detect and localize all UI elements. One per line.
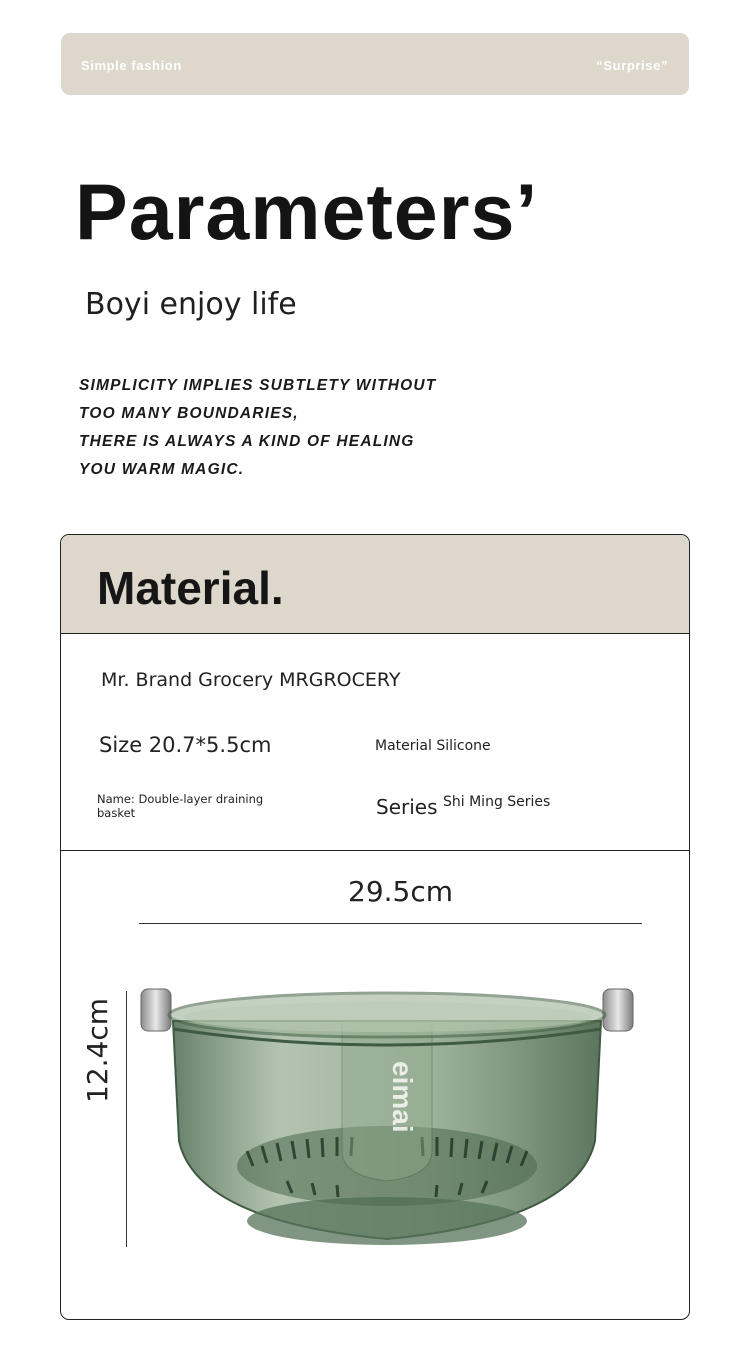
height-dimension-line bbox=[126, 991, 127, 1247]
card-heading: Material. bbox=[97, 562, 284, 614]
series-label: Series bbox=[376, 795, 438, 819]
banner-right-text: “Surprise” bbox=[596, 58, 668, 73]
colander-bowl-image bbox=[137, 981, 637, 1261]
quote-line: THERE IS ALWAYS A KIND OF HEALING bbox=[79, 433, 415, 450]
right-handle-knob bbox=[603, 989, 633, 1031]
width-dimension-label: 29.5cm bbox=[348, 875, 454, 908]
material-card bbox=[60, 534, 690, 1320]
width-dimension-line bbox=[139, 923, 642, 924]
banner-left-text: Simple fashion bbox=[81, 58, 182, 73]
card-header bbox=[61, 535, 689, 634]
spec-section bbox=[61, 634, 689, 851]
size-text: Size 20.7*5.5cm bbox=[99, 733, 272, 757]
product-figure bbox=[61, 851, 689, 1319]
quote-line: SIMPLICITY IMPLIES SUBTLETY WITHOUT bbox=[79, 377, 437, 394]
page-title: Parameters’ bbox=[75, 167, 539, 256]
bowl-logo-text: eimai bbox=[387, 1061, 418, 1133]
top-banner bbox=[61, 33, 689, 95]
quote-block bbox=[79, 372, 436, 484]
left-handle-knob bbox=[141, 989, 171, 1031]
material-text: Material Silicone bbox=[375, 738, 491, 754]
bowl-rim-inner bbox=[183, 1002, 591, 1032]
height-dimension-label: 12.4cm bbox=[81, 997, 114, 1103]
brand-text: Mr. Brand Grocery MRGROCERY bbox=[101, 669, 401, 691]
product-name-text: Name: Double-layer draining basket bbox=[97, 792, 264, 820]
series-value: Shi Ming Series bbox=[443, 794, 551, 810]
quote-line: YOU WARM MAGIC. bbox=[79, 461, 245, 478]
quote-line: TOO MANY BOUNDARIES, bbox=[79, 405, 299, 422]
page-subtitle: Boyi enjoy life bbox=[85, 287, 297, 322]
